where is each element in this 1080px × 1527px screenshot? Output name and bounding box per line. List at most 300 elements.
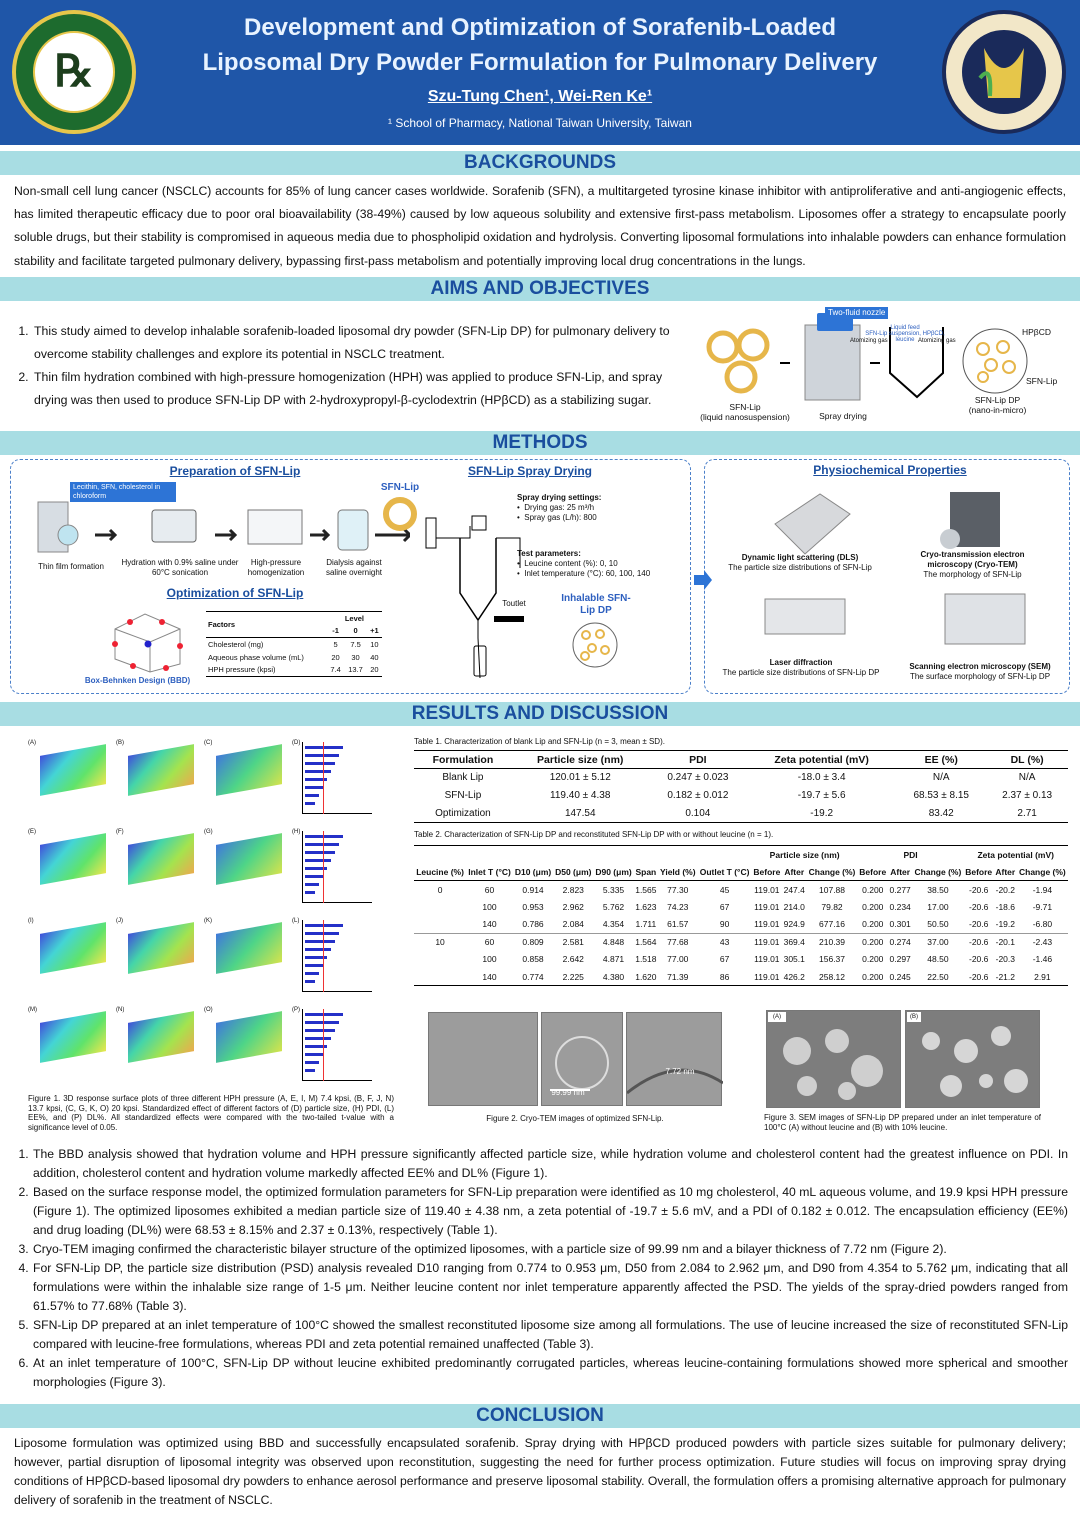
arrow-icon [95,530,115,540]
dp-caption: SFN-Lip DP (nano-in-micro) [968,395,1027,415]
standardized-effect-chart [302,742,372,814]
bbd-label: Box-Behnken Design (BBD) [84,676,191,685]
table2-cell: 4.871 [602,954,625,965]
result-item: 4. For SFN-Lip DP, the particle size distribution (PSD) analysis revealed D10 ranging from 0.774 to 0.953 μm, D50 from 2.084 to 2.962 μm, and D90 from 4.354 to 5.762 μm, indicating that all formulations were within the inhalable size range of 1-5 μm. Neither leucine content nor inlet temperature apparently affected the PSD. The yields of the spray-dried powders ranged from 61.57% to 77.68% (Table 3). [32,1259,1068,1316]
table2-cell: 77.00 [667,954,689,965]
table2-header: Change (%) [806,863,857,881]
conclusion-text: Liposome formulation was optimized using BBD and successfully encapsulated sorafenib. Spray drying with HPβCD produced powders with particle sizes suitable for pulmonary delivery; however, partial disruption of liposomal integrity was observed upon reconstitution, suggesting the need for further process optimization. Future studies will focus on improving spray drying conditions of HPβCD-based liposomal dry powders to enhance aerosol performance and preserve liposomal stability. Overall, the formulation offers a promising alternative approach for pulmonary delivery of sorafenib in the treatment of NSCLC. [14,1436,1066,1507]
table2-cell: 17.00 [927,901,949,912]
table1-cell: 0.247 ± 0.023 [667,772,729,784]
table1-caption: Table 1. Characterization of blank Lip and SFN-Lip (n = 3, mean ± SD). [414,737,665,746]
nozzle-label: Two-fluid nozzle [825,307,888,319]
effect-bar [305,754,339,757]
table2-cell: 140 [466,968,513,986]
table1-header: Particle size (nm) [512,751,649,769]
prop-dls: Dynamic light scattering (DLS) The particle size distributions of SFN-Lip [728,553,872,572]
table2-cell: 0.809 [522,937,544,947]
table2-cell: 5.762 [602,901,625,912]
arrow-icon [310,530,328,540]
table2-cell: -18.6 [995,901,1015,912]
inhalable-label: Inhalable SFN-Lip DP [561,593,631,616]
figure1-panel-label: (N) [116,1007,125,1013]
table2-cell: 119.01 [754,954,780,965]
table2-row [414,968,1068,986]
sfn-lip-badge: SFN-Lip [380,482,420,493]
test-parameters: Test parameters: • Leucine content (%): 0, 10 • Inlet temperature (°C): 60, 100, 140 [517,549,651,578]
table2-header: D10 (μm) [513,863,553,881]
table2-cell [414,898,466,916]
table2-cell: 2.91 [1017,968,1068,986]
table2-cell: 2.823 [562,884,584,895]
table2: Particle size (nm) PDI Zeta potential (mV) Leucine (%) Inlet T (°C) D10 (μm) D50 (μm) D90 (μm) Span Yield (%) Outlet T (°C) Before After Change (%) Before After Change (%) Before After Change (%) 0 60 0.914 2.823 5.335 1.565 77.30 45 119.01 247.4 107.88 0.200 0.277 38.50 -20.6 -20.2 -1.94 100 0.953 2.962 5.762 1.623 74.23 67 119.01 214.0 79.82 0.200 0.234 17.00 -20.6 -18.6 -9.71 140 0.786 2.084 4.354 1.711 61.57 90 119.01 924.9 677.16 0.200 0.301 50.50 -20.6 -19.2 -6.80 10 60 0.809 2.581 4.848 1.564 77.68 43 119.01 369.4 210.39 0.200 0.274 37.00 -20.6 -20.1 -2.43 100 0.858 2.642 4.871 1.518 77.00 67 119.01 305.1 156.37 0.200 0.297 48.50 -20.6 -20.3 -1.46 140 0.774 2.225 4.380 1.620 71.39 86 119.01 426.2 258.12 0.200 0.245 22.50 -20.6 -21.2 2.91 [414,845,1068,986]
surface-plot [216,1011,282,1063]
standardized-effect-chart [302,1009,372,1081]
result-item: 3. Cryo-TEM imaging confirmed the characteristic bilayer structure of the optimized liposomes, with a particle size of 99.99 nm and a bilayer thickness of 7.72 nm (Figure 2). [32,1240,1068,1259]
effect-bar [305,1037,331,1040]
table1-cell: 2.37 ± 0.13 [1002,790,1053,801]
table2-cell: 119.01 [754,901,780,912]
lecithin-label: Lecithin, SFN, cholesterol in chloroform [70,482,176,502]
table1-cell: 119.40 ± 4.38 [550,790,611,801]
svg-text:℞: ℞ [54,47,94,96]
surface-plot [128,922,194,974]
effect-bar [305,794,319,797]
figure1-panel-label: (I) [28,918,34,924]
table2-cell: 2.962 [562,901,584,912]
section-results: RESULTS AND DISCUSSION [0,702,1080,726]
table2-cell: 0.914 [522,884,544,895]
physchem-title: Physiochemical Properties [813,463,967,477]
table1-row [414,805,1068,823]
table1-cell: 0.104 [649,805,748,823]
table2-row [414,951,1068,969]
table2-cell: 0.274 [889,937,911,947]
table2-cell: -20.6 [964,968,994,986]
table2-cell: 119.01 [754,919,780,929]
table2-cell: -1.46 [1032,954,1053,965]
factor-cell: 13.7 [348,665,363,675]
bbd-cube-icon [100,604,190,674]
figure1-panel-label: (O) [204,1007,213,1013]
table2-header: After [782,863,806,881]
standardized-effect-chart [302,831,372,903]
table2-header: Outlet T (°C) [697,863,751,881]
step-thin-film: Thin film formation [38,562,104,571]
table1-row [414,787,1068,805]
table2-cell: 924.9 [783,919,805,929]
figure1-panel-label: (C) [204,740,213,746]
ntu-medicine-logo [940,8,1068,136]
factor-cell: 5 [333,639,338,649]
table2-cell: 107.88 [819,884,846,895]
effect-bar [305,851,335,854]
table2-cell: 100 [482,901,497,912]
figure1-panel-label: (J) [116,918,123,924]
table2-cell: 426.2 [782,968,806,986]
table2-cell: 71.39 [658,968,697,986]
table2-cell: 77.30 [667,884,689,895]
table2-cell: 50.50 [927,919,949,929]
effect-bar [305,1029,335,1032]
table2-cell: 0.277 [889,884,911,895]
table2-row [414,881,1068,899]
table2-cell: 48.50 [927,954,949,965]
effect-bar [305,835,343,838]
sfn-lip-caption: SFN-Lip (liquid nanosuspension) [700,402,790,422]
liposome-icon [380,494,420,534]
step-dialysis: Dialysis against saline overnight [325,558,383,577]
prop-cryo-tem: Cryo-transmission electron microscopy (Cryo-TEM) The morphology of SFN-Lip [920,550,1025,579]
step-hydration: Hydration with 0.9% saline under 60°C sonication [121,558,239,577]
table2-cell: -20.6 [968,884,989,895]
arrow-icon [215,530,235,540]
effect-bar [305,843,339,846]
surface-plot [40,833,106,885]
table2-cell: -20.6 [968,954,989,965]
table2-cell: 0 [437,884,443,895]
liposome-shape [709,333,737,361]
table2-header: Before [858,863,888,881]
sfn-lip-label-right: SFN-Lip [1026,376,1058,386]
figure1-caption: Figure 1. 3D response surface plots of three different HPH pressure (A, E, I, M) 7.4 kpsi, (B, F, J, N) 13.7 kpsi, (C, G, K, O) 20 kpsi. Standardized effect of different factors of (D) particle size, (H) PDI, (L) EE%, and (P) DL%. All standardized effects were compared with the two-tailed t-value with a significance level of 0.05. [28,1094,394,1132]
table2-cell: -19.2 [995,919,1015,929]
table2-cell: 0.200 [862,884,884,895]
table2-cell: 0.200 [862,954,884,965]
table2-cell: 38.50 [927,884,949,895]
cryo-tem-image-3 [626,1012,722,1106]
table2-cell: 0.786 [522,919,544,929]
table2-cell: 45 [719,884,730,895]
spray-drying-caption: Spray drying [819,411,867,421]
sem-image-a [766,1010,901,1108]
table1-cell: Blank Lip [442,772,484,784]
table2-cell: 61.57 [667,919,689,929]
table2-cell [414,968,466,986]
table2-cell: 37.00 [927,937,949,947]
table2-header: Change (%) [912,863,963,881]
effect-bar [305,1021,339,1024]
table2-cell: -20.6 [968,937,989,947]
table2-cell: 79.82 [821,901,843,912]
table1-cell: N/A [932,772,950,784]
table2-row [414,898,1068,916]
factor-cell: 20 [370,665,379,675]
table2-cell: 60 [484,884,495,895]
table2-header: Before [752,863,782,881]
dialysis-icon [338,510,368,550]
table2-cell: 2.642 [562,954,584,965]
sem-image-b [905,1010,1040,1108]
table2-cell: 4.848 [602,937,625,947]
table2-header: After [994,863,1017,881]
table2-header: Yield (%) [658,863,697,881]
sem-label-b: (B) [907,1012,921,1022]
table2-cell: 677.16 [819,919,846,929]
table2-cell: 10 [435,937,445,947]
table1-cell: -18.0 ± 3.4 [797,772,846,784]
prop-sem: Scanning electron microscopy (SEM) The surface morphology of SFN-Lip DP [909,662,1051,681]
sem-icon [945,594,1025,644]
spray-title: SFN-Lip Spray Drying [467,464,592,478]
result-item: 2. Based on the surface response model, the optimized formulation parameters for SFN-Lip preparation were identified as 10 mg cholesterol, 40 mL aqueous volume, and 19.9 kpsi HPH pressure (Figure 1). The optimized liposomes exhibited a median particle size of 119.40 ± 4.38 nm, a zeta potential of -19.7 ± 5.6 mV, and a PDI of 0.182 ± 0.012. The encapsulation efficiency (EE%) and drug loading (DL%) were 68.53 ± 8.15% and 2.37 ± 0.13%, respectively (Table 1). [32,1183,1068,1240]
prep-title: Preparation of SFN-Lip [169,464,301,478]
table1-header: EE (%) [896,751,986,769]
figure1-panel-label: (A) [28,740,36,746]
effect-bar [305,746,343,749]
table1-header: Zeta potential (mV) [747,751,896,769]
table2-cell: -20.6 [968,919,989,929]
scale-7nm: 7.72 nm [665,1067,695,1076]
table2-cell: 4.354 [602,919,625,929]
table2-header: Change (%) [1017,863,1068,881]
table2-cell: -20.2 [995,884,1015,895]
table1-cell: 147.54 [512,805,649,823]
cryo-tem-image-1 [428,1012,538,1106]
standardized-effect-chart [302,920,372,992]
table2-cell: -6.80 [1032,919,1053,929]
table2-cell: -20.6 [968,901,989,912]
section-backgrounds: BACKGROUNDS [0,151,1080,175]
table2-header: D50 (μm) [553,863,593,881]
arrow-right-icon [694,570,712,590]
effect-bar [305,980,315,983]
table2-cell: 86 [697,968,751,986]
table1-cell: -19.7 ± 5.6 [797,790,846,801]
table2-header: D90 (μm) [593,863,633,881]
table2-header: Inlet T (°C) [466,863,513,881]
table2-cell: 210.39 [819,937,846,947]
surface-plot [216,922,282,974]
table1-cell: 2.71 [986,805,1068,823]
factor-cell: 7.4 [330,665,341,675]
table2-cell: 67 [719,954,730,965]
table1-cell: SFN-Lip [444,790,482,801]
atomizing-gas-left: Atomizing gas [850,338,888,344]
effect-bar [305,762,335,765]
effect-bar [305,875,323,878]
figure1-panel-label: (D) [292,740,301,746]
table1 [414,750,1068,823]
table2-cell: 0.234 [889,901,911,912]
table2-cell: 119.01 [754,937,780,947]
table2-cell: 1.623 [635,901,657,912]
section-conclusion: CONCLUSION [0,1404,1080,1428]
table2-cell: 369.4 [783,937,805,947]
prop-laser-diffraction: Laser diffraction The particle size distributions of SFN-Lip DP [722,658,880,677]
results-list [14,1145,1068,1392]
atomizing-gas-right: Atomizing gas [918,338,956,344]
table2-cell: 67 [719,901,730,912]
figure1-panel-label: (H) [292,829,301,835]
aim-item: 2. Thin film hydration combined with high-pressure homogenization (HPH) was applied to produce SFN-Lip, and spray drying was then used to produce SFN-Lip DP with 2-hydroxypropyl-β-cyclodextrin (HPβCD) as a stabilizing sugar. [32,366,690,412]
effect-bar [305,972,319,975]
figure1-panel-label: (M) [28,1007,37,1013]
step-hph: High-pressure homogenization [247,558,305,577]
factor-row [206,651,382,664]
table2-cell: 0.200 [858,968,888,986]
table2-header: After [888,863,912,881]
table2-cell: 0.774 [513,968,553,986]
factor-cell: Aqueous phase volume (mL) [208,652,304,662]
table2-cell: 1.711 [635,919,657,929]
effect-bar [305,891,315,894]
affiliation: ¹ School of Pharmacy, National Taiwan University, Taiwan [388,116,692,130]
effect-bar [305,1061,319,1064]
dls-icon [775,494,850,554]
table1-cell: 120.01 ± 5.12 [549,772,611,784]
effect-bar [305,770,331,773]
table1-cell: 68.53 ± 8.15 [913,790,969,801]
table2-cell: 2.225 [553,968,593,986]
surface-plot [40,1011,106,1063]
figure1-panel-label: (K) [204,918,212,924]
poster-header [0,0,1080,145]
table2-cell: 90 [719,919,730,929]
table2-cell [414,951,466,969]
surface-plot [128,744,194,796]
table2-cell: -21.2 [994,968,1017,986]
table2-cell: 43 [719,937,730,947]
effect-bar [305,932,339,935]
table2-cell: 214.0 [783,901,805,912]
table2-cell: 60 [484,937,495,947]
effect-bar [305,883,319,886]
effect-bar [305,948,331,951]
table2-cell: 1.620 [634,968,658,986]
table2-caption: Table 2. Characterization of SFN-Lip DP and reconstituted SFN-Lip DP with or without leucine (n = 1). [414,830,774,839]
toutlet-label: Toutlet [502,599,526,608]
figure3-caption: Figure 3. SEM images of SFN-Lip DP prepared under an inlet temperature of 100°C (A) without leucine and (B) with 10% leucine. [764,1113,1041,1132]
table2-cell: 0.200 [862,901,884,912]
table2-cell: -2.43 [1032,937,1053,947]
table2-cell: 100 [482,954,497,965]
figure2-caption: Figure 2. Cryo-TEM images of optimized SFN-Lip. [486,1114,664,1123]
table2-cell: 119.01 [752,968,782,986]
factor-cell: 40 [370,652,379,662]
table2-cell: 2.084 [562,919,584,929]
table2-cell: 1.564 [635,937,657,947]
table2-cell [414,916,466,934]
liposome-shape [739,331,767,359]
background-text: Non-small cell lung cancer (NSCLC) accounts for 85% of lung cancer cases worldwide. Sorafenib (SFN), a multitargeted tyrosine kinase inhibitor with antiproliferative and anti-angiogenic effects, has limited therapeutic efficacy due to poor oral bioavailability (38-49%) caused by low aqueous solubility and extensive first-pass metabolism. Liposomes offer a strategy to encapsulate poorly soluble drugs, but their stability is compromised in aqueous media due to phospholipid oxidation and hydrolysis. Converting liposomal formulations into inhalable powders can enhance formulation stability and facilitate targeted pulmonary delivery, bypassing first-pass metabolism and potentially improving local drug concentrations in the lungs. [14,184,1066,268]
factor-cell: 7.5 [350,639,361,649]
table2-cell: 0.953 [522,901,544,912]
table2-row [414,916,1068,934]
table2-cell: 22.50 [912,968,963,986]
effect-bar [305,964,323,967]
surface-plot [216,833,282,885]
table2-cell: 77.68 [667,937,689,947]
poster-title-line1: Development and Optimization of Sorafenib-Loaded [243,14,837,41]
table2-header: Span [634,863,658,881]
table2-cell: -9.71 [1032,901,1053,912]
laser-diffraction-icon [765,599,845,634]
result-item: 6. At an inlet temperature of 100°C, SFN-Lip DP without leucine exhibited predominantly corrugated particles, whereas leucine-containing formulations showed more spherical and smoother morphologies (Figure 3). [32,1354,1068,1392]
factor-cell: 20 [331,652,340,662]
table2-cell: 5.335 [602,884,625,895]
figure1-panel-label: (G) [204,829,213,835]
homogenizer-icon [248,510,302,544]
surface-plot [216,744,282,796]
liquid-feed-label: Liquid feed SFN-Lip suspension, HPβCD, leucine [865,325,945,343]
table2-cell: 74.23 [667,901,689,912]
table1-header: DL (%) [986,751,1068,769]
table2-cell: -20.1 [995,937,1015,947]
table2-cell: 4.380 [593,968,633,986]
section-methods: METHODS [0,431,1080,455]
table2-cell: 305.1 [783,954,805,965]
table2-cell: 1.565 [635,884,657,895]
liposome-shape [727,363,755,391]
table2-cell: -1.94 [1032,884,1053,895]
table2-cell: 119.01 [754,884,780,895]
optimization-title: Optimization of SFN-Lip [166,586,304,600]
effect-bar [305,802,315,805]
figure1-panel-label: (E) [28,829,36,835]
table2-cell: 0.200 [862,937,884,947]
factors-table: Factors Level -1 0 +1 Cholesterol (mg) 5 7.5 10 Aqueous phase volume (mL) 20 30 40 HPH pressure (kpsi) 7.4 13.7 20 [206,611,382,677]
scale-99nm: 99.99 nm [551,1088,585,1097]
table1-cell: Optimization [414,805,512,823]
spray-dryer-diagram [420,498,530,678]
surface-plot [40,744,106,796]
sem-label-a: (A) [768,1012,786,1022]
surface-plot [40,922,106,974]
surface-plot [128,1011,194,1063]
table1-cell: 0.182 ± 0.012 [667,790,729,801]
factor-cell: HPH pressure (kpsi) [208,665,276,675]
effect-bar [305,1053,323,1056]
effect-bar [305,940,335,943]
section-aims: AIMS AND OBJECTIVES [0,277,1080,301]
figure1-panel-label: (L) [292,918,300,924]
table2-cell: 247.4 [783,884,805,895]
table2-cell: 258.12 [806,968,857,986]
prep-illustrations [20,480,410,560]
table2-cell: -20.3 [995,954,1015,965]
table2-cell: 0.858 [522,954,544,965]
factor-row [206,638,382,651]
table2-header: Before [964,863,994,881]
table2-cell: 0.301 [889,919,911,929]
surface-plot [128,833,194,885]
effect-bar [305,1013,343,1016]
pharmacy-school-logo [10,8,138,136]
table1-cell: N/A [1018,772,1036,784]
table2-cell: 156.37 [819,954,846,965]
spray-settings: Spray drying settings: • Drying gas: 25 m³/h • Spray gas (L/h): 800 [517,493,602,522]
table1-header: PDI [649,751,748,769]
figure1-panel-label: (B) [116,740,124,746]
table2-cell: 0.245 [888,968,912,986]
aims-list [14,320,690,412]
dp-particle-icon [570,620,620,670]
effect-bar [305,1069,315,1072]
table2-cell: 1.518 [635,954,657,965]
table2-cell: 0.200 [862,919,884,929]
table2-row [414,933,1068,951]
table2-cell: 2.581 [562,937,584,947]
result-item: 5. SFN-Lip DP prepared at an inlet temperature of 100°C showed the smallest reconstituted liposome size among all formulations. The use of leucine increased the size of reconstituted SFN-Lip compared with leucine-free formulations, whereas PDI and zeta potential remained unaffected (Table 3). [32,1316,1068,1354]
sonicator-icon [152,510,196,542]
result-item: 1. The BBD analysis showed that hydration volume and HPH pressure significantly affected particle size, while hydration volume and cholesterol content had the greatest influence on PDI. In addition, cholesterol content and hydration volume markedly affected EE% and DL% (Figure 1). [32,1145,1068,1183]
table2-header: Leucine (%) [414,863,466,881]
aim-item: 1. This study aimed to develop inhalable sorafenib-loaded liposomal dry powder (SFN-Lip DP) for pulmonary delivery to overcome stability challenges and explore its potential in NSCLC treatment. [32,320,690,366]
table1-header: Formulation [414,751,512,769]
figure1-panel-label: (P) [292,1007,300,1013]
factor-cell: 10 [370,639,379,649]
effect-bar [305,859,331,862]
